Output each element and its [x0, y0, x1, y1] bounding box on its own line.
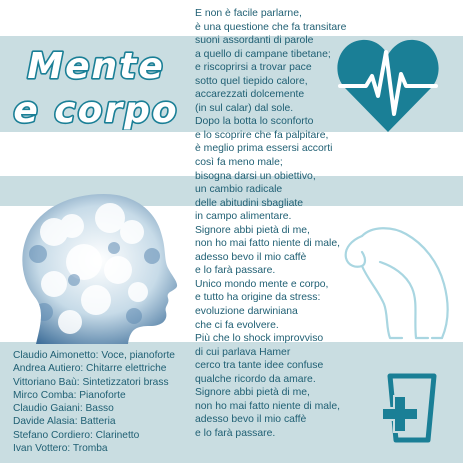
lyric-line: non ho mai fatto niente di male,: [195, 238, 340, 250]
credit-line: Andrea Autiero: Chitarre elettriche: [13, 363, 167, 375]
lyric-line: che ci fa evolvere.: [195, 319, 279, 331]
cup-cross-icon: [380, 370, 444, 444]
lyric-line: è meglio prima essersi accorti: [195, 143, 333, 155]
credits-list: [13, 349, 175, 455]
lyric-line: e tutto ha origine da stress:: [195, 292, 321, 304]
lyric-line: non ho mai fatto niente di male,: [195, 400, 340, 412]
lyric-line: sotto quel tiepido calore,: [195, 75, 308, 87]
lyric-line: di cui parlava Hamer: [195, 346, 291, 358]
lyric-line: adesso bevo il mio caffè: [195, 251, 307, 263]
lyric-line: E non è facile parlarne,: [195, 8, 302, 19]
lyric-line: un cambio radicale: [195, 184, 283, 196]
lyric-line: così fa meno male;: [195, 157, 283, 169]
lyric-line: qualche ricordo da amare.: [195, 373, 316, 385]
lyric-line: è una questione che fa transitare: [195, 21, 347, 33]
lyric-line: Unico mondo mente e corpo,: [195, 278, 329, 290]
credit-line: Claudio Aimonetto: Voce, pianoforte: [13, 350, 175, 361]
lyric-line: Signore abbi pietà di me,: [195, 224, 310, 236]
credit-line: Claudio Gaiani: Basso: [13, 403, 114, 415]
lyric-line: accarezzati dolcemente: [195, 89, 305, 101]
lyric-line: Più che lo shock improvviso: [195, 333, 324, 345]
lyric-line: in campo alimentare.: [195, 211, 292, 223]
credit-line: Stefano Cordiero: Clarinetto: [13, 429, 140, 441]
lyric-line: cerco tra tante idee confuse: [195, 360, 324, 372]
credit-line: Mirco Comba: Pianoforte: [13, 389, 126, 401]
title-line-2: e corpo: [13, 90, 179, 130]
lyric-line: e lo farà passare.: [195, 427, 276, 439]
cloud-head-silhouette: [14, 192, 184, 344]
lyric-line: suoni assordanti di parole: [195, 35, 314, 47]
poster-title: [10, 38, 185, 130]
lyric-line: delle abitudini sbagliate: [195, 197, 304, 209]
lyric-line: Signore abbi pietà di me,: [195, 387, 310, 399]
lyrics: [195, 7, 355, 441]
lyric-line: adesso bevo il mio caffè: [195, 414, 307, 426]
lyric-line: a quello di campane tibetane;: [195, 48, 331, 60]
lyric-line: Dopo la botta lo sconforto: [195, 116, 314, 128]
lyric-line: evoluzione darwiniana: [195, 306, 298, 318]
lyric-line: e lo scoprire che fa palpitare,: [195, 129, 329, 141]
credit-line: Vittoriano Baù: Sintetizzatori brass: [13, 376, 169, 388]
credit-line: Davide Alasia: Batteria: [13, 416, 116, 428]
lyric-line: (in sul calar) dal sole.: [195, 102, 294, 114]
title-line-1: Mente: [27, 46, 165, 87]
lyric-line: e riscoprirsi a trovar pace: [195, 62, 312, 74]
lyric-line: bisogna darsi un obiettivo,: [195, 170, 316, 182]
credit-line: Ivan Vottero: Tromba: [13, 443, 108, 455]
lyric-line: e lo farà passare.: [195, 265, 276, 277]
